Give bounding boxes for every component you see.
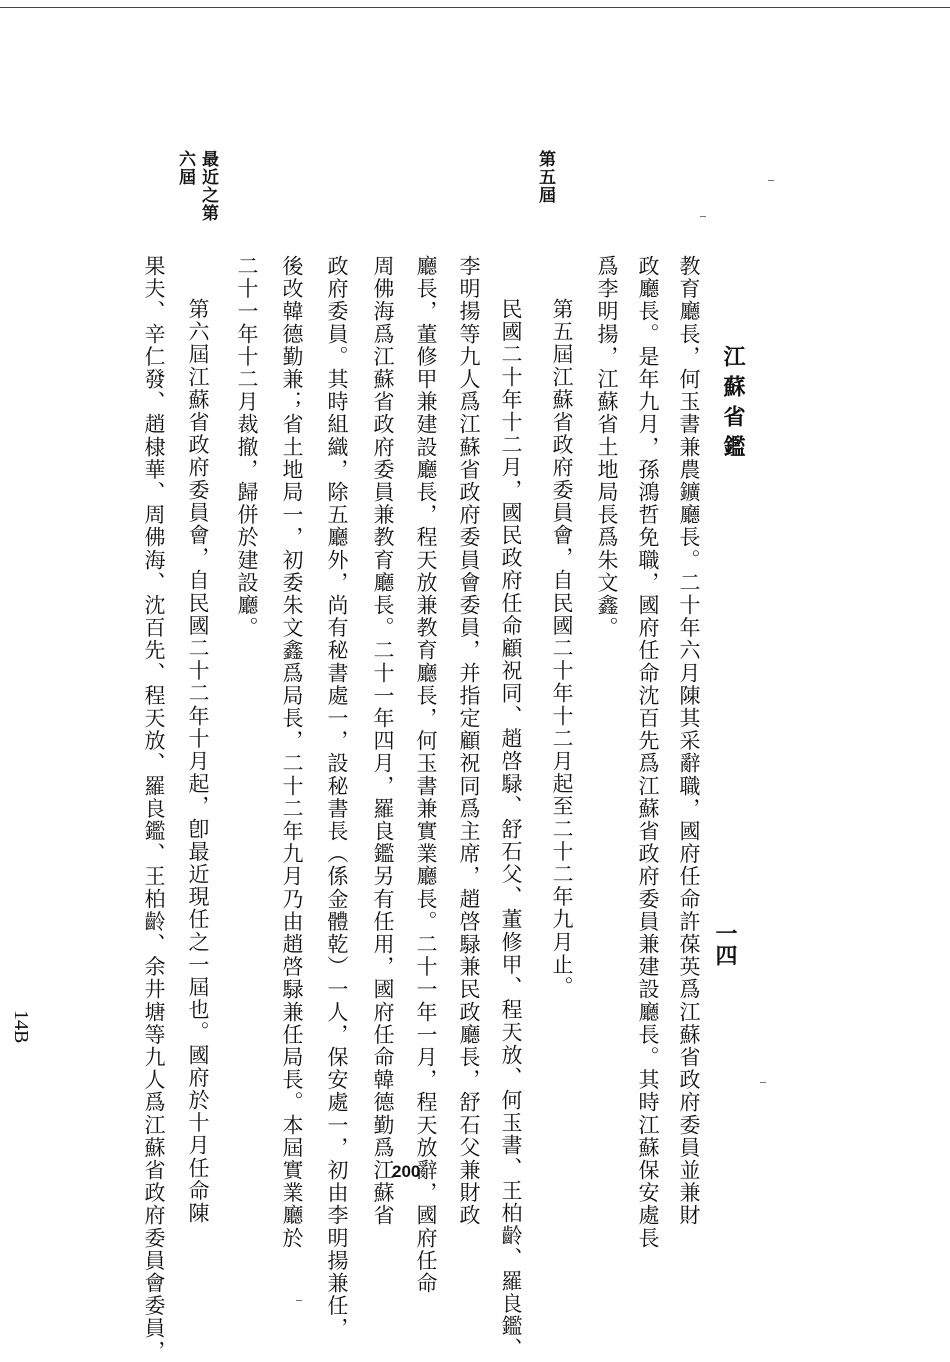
scan-speck [296, 1300, 302, 1301]
margin-note-sixth-term-line1: 最近之第 [198, 150, 218, 222]
scan-speck [760, 1082, 766, 1083]
scan-speck [768, 180, 774, 181]
margin-note-sixth-term-line2: 六屆 [175, 150, 195, 186]
text-column-7: 廳長，董修甲兼建設廳長，程天放兼教育廳長，何玉書兼實業廳長。二十一年一月，程天放辭，國府任命 [414, 255, 438, 1295]
text-column-1: 教育廳長，何玉書兼農鑛廳長。二十年六月陳其采辭職，國府任命許葆英爲江蘇省政府委員並兼財 [677, 255, 701, 1227]
text-column-2: 政廳長。是年九月，孫鴻哲免職，國府任命沈百先爲江蘇省政府委員兼建設廳長。其時江蘇保安處長 [636, 255, 660, 1250]
scan-speck [700, 216, 706, 217]
text-column-3: 爲李明揚，江蘇省土地局長爲朱文鑫。 [595, 255, 619, 640]
catalog-mark: 14B [10, 1010, 32, 1044]
text-column-9: 政府委員。其時組織，除五廳外，尚有秘書處一，設秘書長（係金體乾）一人，保安處一，初由李明揚兼任， [325, 255, 349, 1340]
top-border-line [0, 7, 950, 8]
text-column-6: 李明揚等九人爲江蘇省政府委員會委員，并指定顧祝同爲主席，趙啓騄兼民政廳長，舒石父兼財政 [457, 255, 481, 1227]
page-label: 一四 [712, 922, 738, 966]
text-column-10: 後改韓德勤兼；省土地局一，初委朱文鑫爲局長，二十二年九月乃由趙啓騄兼任局長。本屆實業廳於 [280, 255, 304, 1250]
text-column-11: 二十一年十二月裁撤，歸併於建設廳。 [235, 255, 259, 640]
text-column-8: 周佛海爲江蘇省政府委員兼教育廳長。二十一年四月，羅良鑑另有任用，國府任命韓德勤爲江蘇省 [371, 255, 395, 1227]
text-column-12: 第六屆江蘇省政府委員會，自民國二十二年十月起，卽最近現任之一屆也。國府於十月任命陳 [186, 298, 210, 1225]
text-column-4: 第五屆江蘇省政府委員會，自民國二十年十二月起至二十二年九月止。 [550, 298, 574, 999]
text-column-13: 果夫、辛仁發、趙棣華、周佛海、沈百先、程天放、羅良鑑、王柏齡、余井塘等九人爲江蘇省政府委員會委員， [142, 255, 166, 1362]
margin-note-fifth-term: 第五屆 [535, 150, 555, 204]
page-number: 200 [392, 1162, 421, 1181]
text-column-5: 民國二十年十二月，國民政府任命顧祝同、趙啓騄、舒石父、董修甲、程天放、何玉書、王柏齡、羅良鑑、 [499, 298, 523, 1361]
running-title: 江蘇省鑑 [720, 345, 746, 465]
